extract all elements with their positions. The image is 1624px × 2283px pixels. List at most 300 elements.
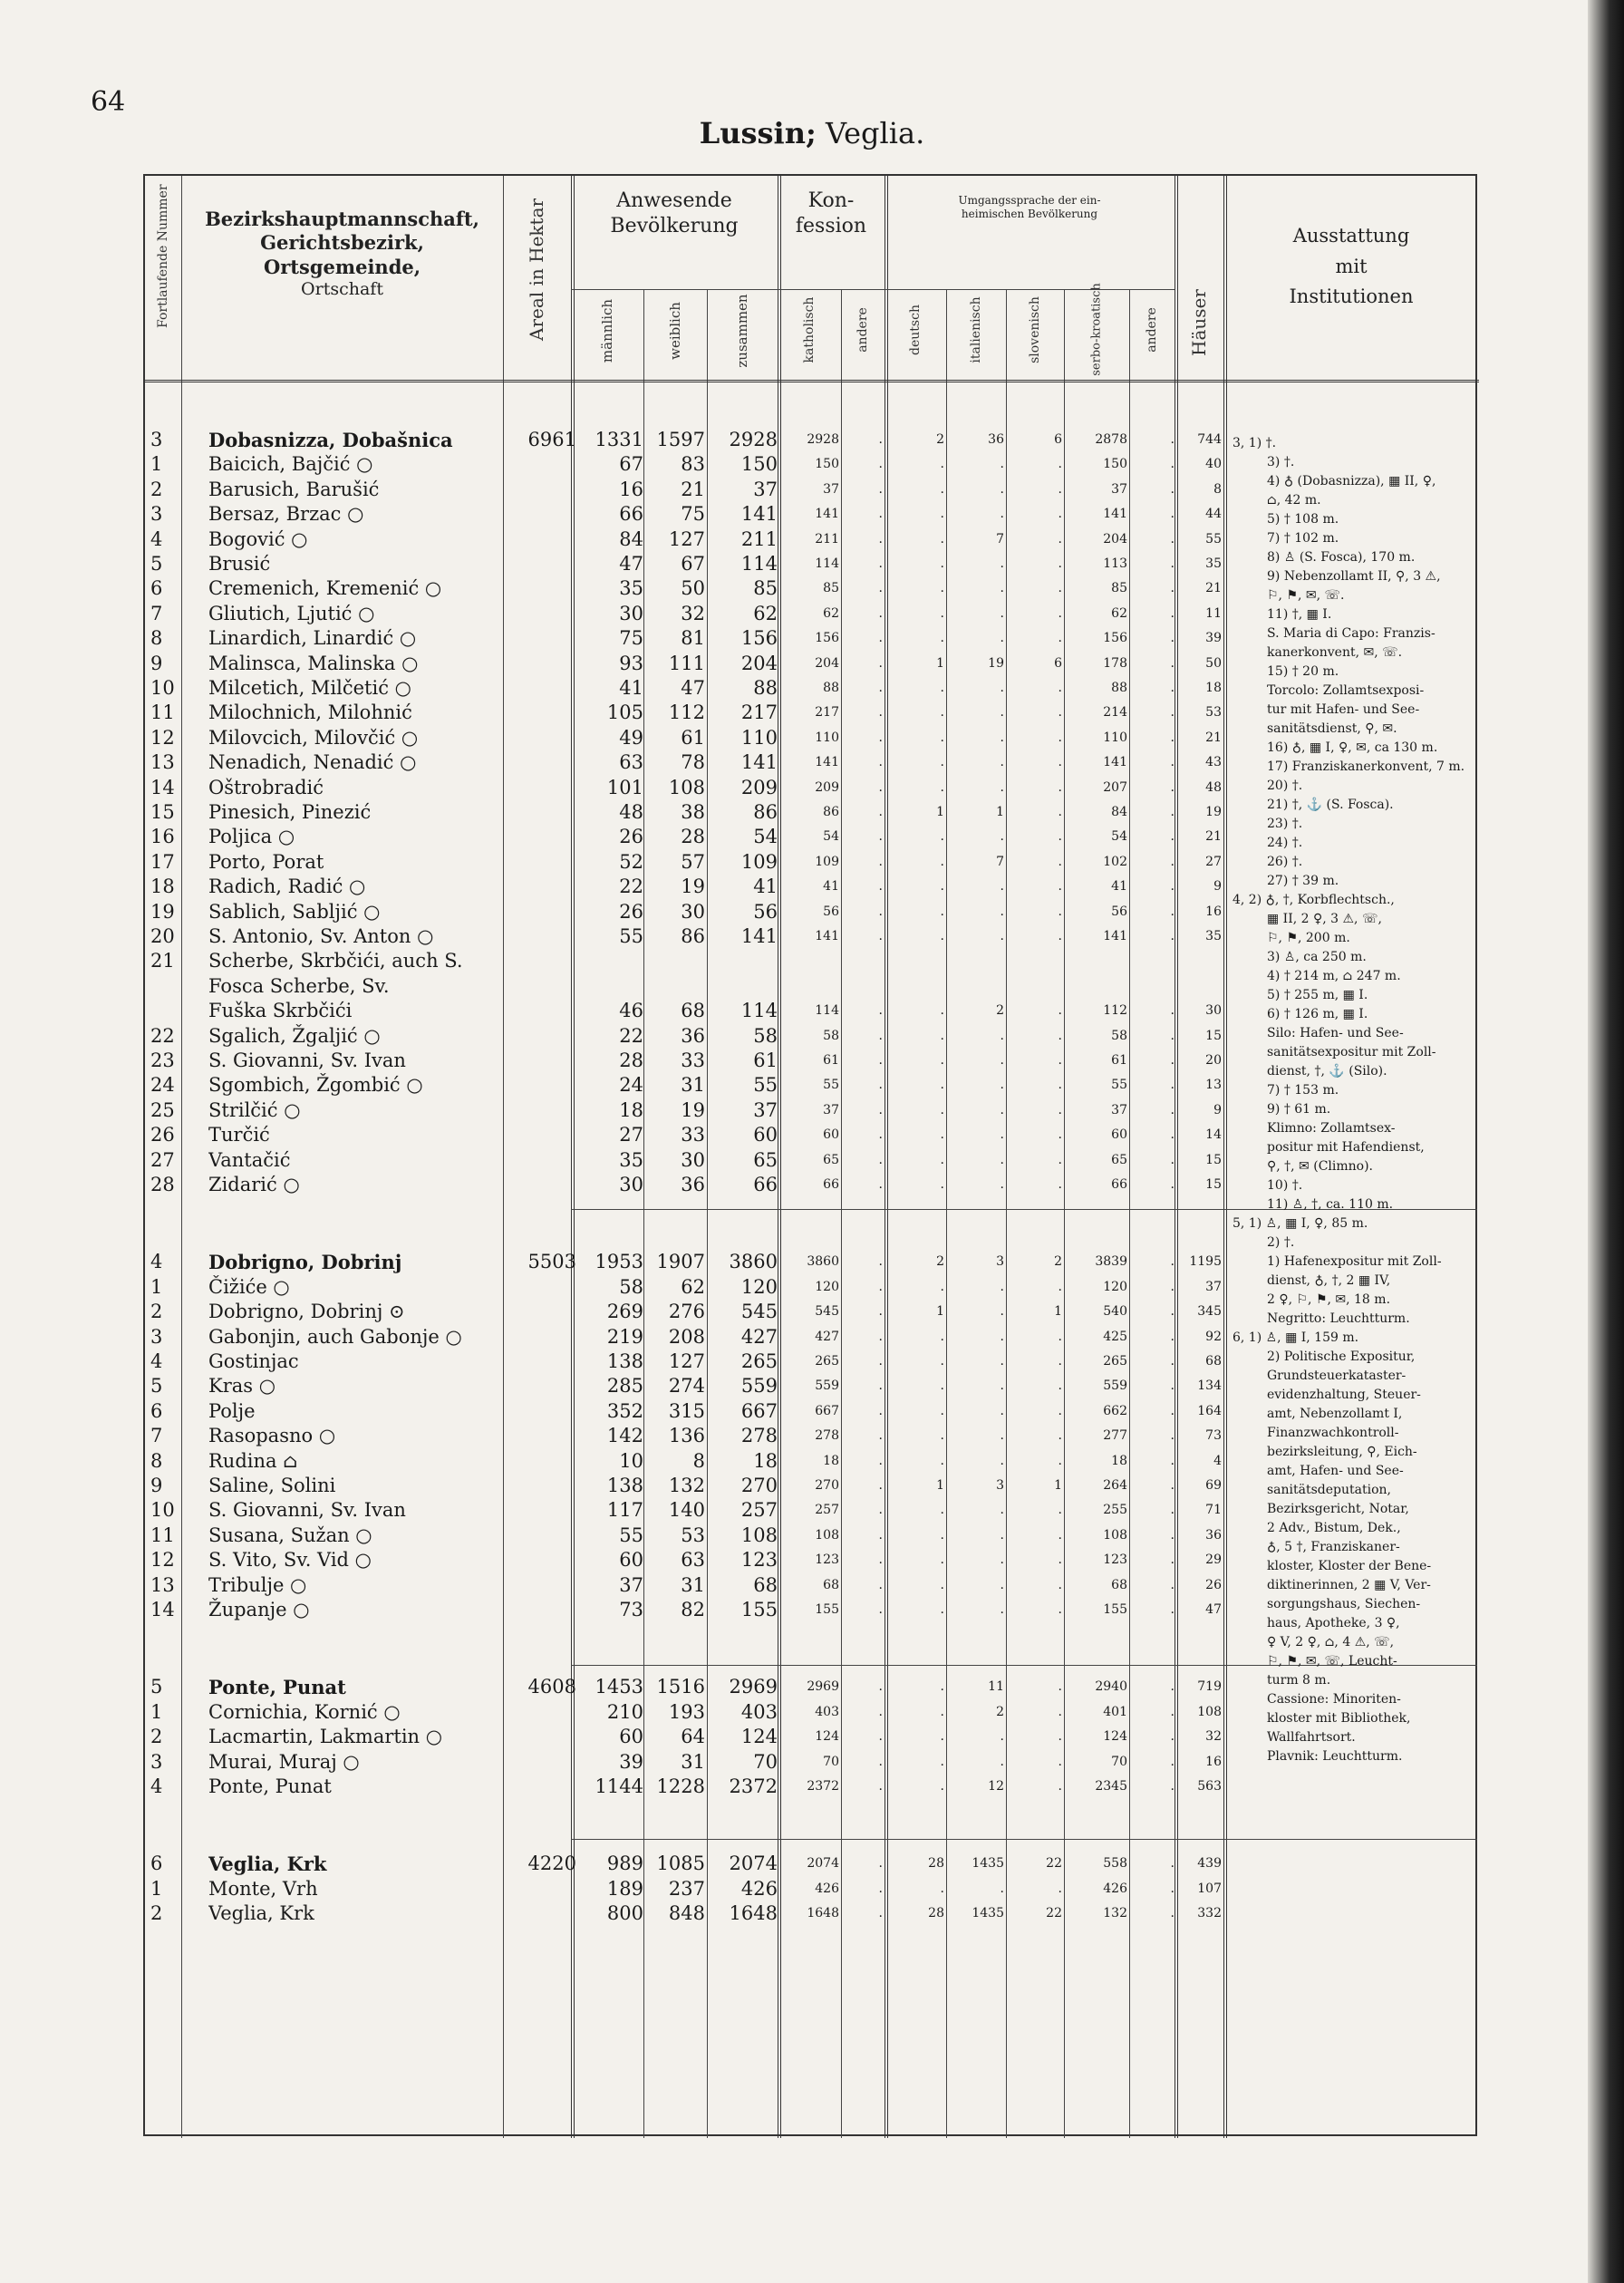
cell-cath: 70 <box>823 1754 839 1769</box>
cell-sl: . <box>1058 1078 1062 1093</box>
cell-oth2: . <box>1170 1577 1174 1592</box>
cell-cath: 2074 <box>807 1856 839 1872</box>
cell-cath: 2372 <box>807 1779 839 1794</box>
cell-cath: 278 <box>815 1428 839 1444</box>
cell-idx: 17 <box>150 850 175 873</box>
cell-female: 75 <box>681 503 705 526</box>
cell-sl: . <box>1058 730 1062 745</box>
cell-cath: 211 <box>815 531 839 547</box>
cell-houses: 11 <box>1205 605 1222 621</box>
cell-sl: . <box>1058 1453 1062 1468</box>
cell-sk: 123 <box>1103 1553 1127 1568</box>
cell-idx: 10 <box>150 677 175 699</box>
cell-male: 989 <box>606 1853 643 1875</box>
note-line: 1) Hafenexpositur mit Zoll- <box>1267 1254 1442 1269</box>
cell-it: . <box>1000 755 1004 770</box>
cell-sk: 120 <box>1103 1279 1127 1294</box>
header-population <box>571 189 778 238</box>
cell-female: 50 <box>681 577 705 600</box>
cell-total: 109 <box>740 850 778 873</box>
group-row <box>145 1852 1479 1876</box>
note-line: Negritto: Leuchtturm. <box>1267 1311 1410 1326</box>
cell-cath: 65 <box>823 1152 839 1167</box>
cell-sl: 6 <box>1054 432 1062 447</box>
cell-it: . <box>1000 1379 1004 1394</box>
cell-female: 47 <box>681 677 705 699</box>
cell-sk: 3839 <box>1095 1254 1127 1270</box>
cell-female: 140 <box>668 1499 705 1522</box>
cell-de: . <box>940 1527 944 1543</box>
note-line: Bezirksgericht, Notar, <box>1267 1502 1409 1516</box>
cell-sk: 124 <box>1103 1729 1127 1745</box>
cell-sl: . <box>1058 929 1062 943</box>
cell-male: 117 <box>606 1499 643 1522</box>
cell-idx: 6 <box>150 1399 163 1422</box>
cell-other: . <box>878 1527 883 1543</box>
cell-other: . <box>878 1279 883 1294</box>
cell-houses: 9 <box>1213 879 1222 895</box>
cell-oth2: . <box>1170 531 1174 547</box>
cell-sk: 58 <box>1111 1028 1127 1043</box>
header-male: männlich <box>599 298 615 363</box>
cell-de: . <box>940 1078 944 1093</box>
cell-female: 68 <box>681 1000 705 1022</box>
note-line: 17) Franziskanerkonvent, 7 m. <box>1267 759 1465 774</box>
cell-female: 127 <box>668 527 705 550</box>
cell-de: . <box>940 929 944 943</box>
cell-oth2: . <box>1170 904 1174 919</box>
cell-name: Radich, Radić ○ <box>208 875 366 898</box>
cell-sl: 1 <box>1054 1478 1062 1493</box>
cell-houses: 48 <box>1205 779 1222 795</box>
cell-name: S. Giovanni, Sv. Ivan <box>208 1499 406 1522</box>
note-line: 9) † 61 m. <box>1267 1102 1331 1117</box>
cell-sk: 204 <box>1103 531 1127 547</box>
cell-it: . <box>1000 556 1004 571</box>
cell-male: 49 <box>619 726 643 749</box>
cell-houses: 30 <box>1205 1003 1222 1019</box>
cell-other: . <box>878 1403 883 1418</box>
cell-sk: 207 <box>1103 779 1127 795</box>
cell-de: . <box>940 1003 944 1019</box>
cell-oth2: . <box>1170 1152 1174 1167</box>
cell-de: . <box>940 1177 944 1192</box>
cell-total: 427 <box>740 1325 778 1348</box>
cell-de: . <box>940 531 944 547</box>
cell-cath: 545 <box>815 1304 839 1320</box>
cell-female: 193 <box>668 1700 705 1723</box>
cell-sl: . <box>1058 1754 1062 1769</box>
cell-female: 21 <box>681 478 705 500</box>
cell-oth2: . <box>1170 1329 1174 1344</box>
cell-other: . <box>878 805 883 819</box>
cell-female: 1907 <box>656 1251 705 1273</box>
cell-idx: 8 <box>150 627 163 650</box>
cell-houses: 36 <box>1205 1527 1222 1543</box>
cell-de: . <box>940 1152 944 1167</box>
cell-other: . <box>878 1729 883 1745</box>
cell-female: 36 <box>681 1024 705 1047</box>
cell-idx: 2 <box>150 478 163 500</box>
cell-it: . <box>1000 1304 1004 1320</box>
cell-sk: 112 <box>1103 1003 1127 1019</box>
cell-de: . <box>940 854 944 869</box>
note-line: sanitätsdeputation, <box>1267 1483 1392 1497</box>
cell-name: Gabonjin, auch Gabonje ○ <box>208 1325 462 1348</box>
cell-sl: . <box>1058 1779 1062 1794</box>
cell-de: 2 <box>936 432 944 447</box>
cell-it: . <box>1000 929 1004 943</box>
header-confession-1: Kon- <box>807 189 855 212</box>
cell-idx: 6 <box>150 1853 163 1875</box>
cell-it: . <box>1000 1602 1004 1617</box>
cell-total: 108 <box>740 1524 778 1546</box>
cell-other: . <box>878 1478 883 1493</box>
note-line: 26) †. <box>1267 855 1303 869</box>
cell-total: 114 <box>740 1000 778 1022</box>
cell-oth2: . <box>1170 1503 1174 1518</box>
cell-de: . <box>940 1379 944 1394</box>
cell-sk: 85 <box>1111 581 1127 596</box>
cell-other: . <box>878 531 883 547</box>
note-line: amt, Nebenzollamt I, <box>1267 1407 1403 1421</box>
cell-idx: 6 <box>150 577 163 600</box>
note-line: Torcolo: Zollamtsexposi- <box>1267 683 1425 698</box>
cell-houses: 43 <box>1205 755 1222 770</box>
cell-houses: 92 <box>1205 1329 1222 1344</box>
cell-de: . <box>940 829 944 845</box>
cell-male: 75 <box>619 627 643 650</box>
cell-total: 150 <box>740 453 778 476</box>
header-district-4: Ortschaft <box>301 278 383 299</box>
note-line: 27) † 39 m. <box>1267 874 1339 888</box>
cell-sk: 102 <box>1103 854 1127 869</box>
cell-de: 1 <box>936 805 944 819</box>
cell-it: 2 <box>996 1704 1004 1719</box>
cell-houses: 40 <box>1205 457 1222 472</box>
cell-sk: 108 <box>1103 1527 1127 1543</box>
cell-it: . <box>1000 1729 1004 1745</box>
cell-houses: 18 <box>1205 681 1222 695</box>
cell-other: . <box>878 1779 883 1794</box>
cell-sl: . <box>1058 1354 1062 1369</box>
cell-total: 217 <box>740 701 778 724</box>
running-title <box>0 116 1624 150</box>
cell-other: . <box>878 1679 883 1695</box>
cell-de: . <box>940 1329 944 1344</box>
cell-houses: 4 <box>1213 1453 1222 1468</box>
cell-oth2: . <box>1170 1028 1174 1043</box>
page-number: 64 <box>91 86 126 118</box>
note-line: 3) †. <box>1267 455 1295 469</box>
cell-sl: . <box>1058 581 1062 596</box>
header-houses: Häuser <box>1188 289 1210 356</box>
cell-idx: 1 <box>150 453 163 476</box>
note-line: ⚲, †, ✉ (Climno). <box>1267 1159 1373 1174</box>
cell-total: 54 <box>753 826 778 848</box>
cell-other: . <box>878 1754 883 1769</box>
cell-other: . <box>878 1704 883 1719</box>
cell-idx: 2 <box>150 1726 163 1748</box>
cell-houses: 164 <box>1197 1403 1222 1418</box>
cell-houses: 719 <box>1197 1679 1222 1695</box>
cell-idx: 14 <box>150 1599 175 1620</box>
cell-houses: 32 <box>1205 1729 1222 1745</box>
cell-name: S. Antonio, Sv. Anton ○ <box>208 925 434 947</box>
cell-area: 4220 <box>527 1853 576 1875</box>
cell-sk: 68 <box>1111 1577 1127 1592</box>
cell-sk: 37 <box>1111 481 1127 497</box>
cell-de: 2 <box>936 1254 944 1270</box>
note-line: evidenzhaltung, Steuer- <box>1267 1388 1421 1402</box>
cell-de: . <box>940 1102 944 1117</box>
cell-name: Lacmartin, Lakmartin ○ <box>208 1726 443 1748</box>
cell-it: . <box>1000 1329 1004 1344</box>
cell-total: 1648 <box>729 1902 778 1925</box>
cell-other: . <box>878 779 883 795</box>
cell-female: 1085 <box>656 1853 705 1875</box>
cell-idx: 3 <box>150 1750 163 1773</box>
cell-cath: 217 <box>815 705 839 721</box>
cell-male: 269 <box>606 1301 643 1323</box>
cell-other: . <box>878 631 883 646</box>
cell-total: 37 <box>753 478 778 500</box>
cell-total: 426 <box>740 1877 778 1900</box>
cell-it: 19 <box>988 655 1004 671</box>
cell-name: Veglia, Krk <box>208 1902 314 1925</box>
note-line: kanerkonvent, ✉, ☏. <box>1267 645 1403 660</box>
cell-sl: . <box>1058 1704 1062 1719</box>
cell-male: 41 <box>619 677 643 699</box>
cell-houses: 16 <box>1205 904 1222 919</box>
cell-other: . <box>878 1577 883 1592</box>
cell-male: 67 <box>619 453 643 476</box>
cell-idx: 5 <box>150 1676 163 1698</box>
cell-male: 1144 <box>594 1775 643 1797</box>
header-confession-other: andere <box>856 307 870 353</box>
cell-oth2: . <box>1170 755 1174 770</box>
cell-cath: 61 <box>823 1053 839 1068</box>
cell-sk: 426 <box>1103 1881 1127 1896</box>
cell-total: 2372 <box>729 1775 778 1797</box>
cell-cath: 108 <box>815 1527 839 1543</box>
page-edge-shadow <box>1588 0 1624 2283</box>
cell-de: . <box>940 457 944 472</box>
cell-idx: 20 <box>150 925 175 947</box>
census-table <box>143 174 1477 2136</box>
cell-sk: 558 <box>1103 1856 1127 1872</box>
cell-it: . <box>1000 1553 1004 1568</box>
cell-idx: 4 <box>150 1251 163 1273</box>
cell-oth2: . <box>1170 655 1174 671</box>
cell-male: 63 <box>619 751 643 774</box>
cell-sk: 54 <box>1111 829 1127 845</box>
cell-cath: 667 <box>815 1403 839 1418</box>
note-line: 4) † 214 m, ⌂ 247 m. <box>1267 969 1401 983</box>
cell-female: 315 <box>668 1399 705 1422</box>
note-line: 2) †. <box>1267 1235 1295 1250</box>
cell-it: . <box>1000 581 1004 596</box>
cell-oth2: . <box>1170 581 1174 596</box>
cell-total: 18 <box>753 1449 778 1472</box>
cell-total: 141 <box>740 503 778 526</box>
cell-female: 61 <box>681 726 705 749</box>
table-row <box>145 1901 1479 1926</box>
cell-male: 1453 <box>594 1676 643 1698</box>
cell-sk: 141 <box>1103 929 1127 943</box>
cell-oth2: . <box>1170 1602 1174 1617</box>
cell-sl: . <box>1058 1102 1062 1117</box>
note-line: dienst, ♁, †, 2 ▦ IV, <box>1267 1273 1391 1288</box>
cell-houses: 13 <box>1205 1078 1222 1093</box>
cell-name: Murai, Muraj ○ <box>208 1750 360 1773</box>
cell-oth2: . <box>1170 1127 1174 1143</box>
cell-sl: . <box>1058 1053 1062 1068</box>
header-language-2: heimischen Bevölkerung <box>961 208 1098 220</box>
cell-name: Čižiće ○ <box>208 1275 290 1298</box>
cell-sl: . <box>1058 457 1062 472</box>
cell-name: Dobrigno, Dobrinj <box>208 1251 402 1274</box>
cell-oth2: . <box>1170 779 1174 795</box>
cell-houses: 744 <box>1197 432 1222 447</box>
cell-total: 61 <box>753 1050 778 1071</box>
cell-sk: 132 <box>1103 1906 1127 1921</box>
cell-it: . <box>1000 481 1004 497</box>
cell-male: 26 <box>619 826 643 848</box>
cell-houses: 73 <box>1205 1428 1222 1444</box>
cell-other: . <box>878 507 883 522</box>
note-line: 20) †. <box>1267 779 1303 793</box>
note-line: 23) †. <box>1267 817 1303 831</box>
cell-name: Saline, Solini <box>208 1475 336 1496</box>
header-italian: italienisch <box>969 296 983 363</box>
cell-other: . <box>878 1503 883 1518</box>
note-line: 4, 2) ♁, †, Korbflechtsch., <box>1232 893 1395 907</box>
cell-other: . <box>878 1553 883 1568</box>
cell-name: Tribulje ○ <box>208 1573 307 1596</box>
cell-sl: . <box>1058 1379 1062 1394</box>
cell-female: 36 <box>681 1174 705 1195</box>
cell-it: . <box>1000 457 1004 472</box>
cell-cath: 257 <box>815 1503 839 1518</box>
cell-other: . <box>878 879 883 895</box>
cell-female: 1228 <box>656 1775 705 1797</box>
cell-idx: 8 <box>150 1449 163 1472</box>
note-line: 16) ♁, ▦ I, ♀, ✉, ca 130 m. <box>1267 740 1438 755</box>
cell-cath: 141 <box>815 929 839 943</box>
cell-sk: 2345 <box>1095 1779 1127 1794</box>
cell-male: 27 <box>619 1124 643 1146</box>
cell-other: . <box>878 1906 883 1921</box>
note-line: ⚐, ⚑, 200 m. <box>1267 931 1350 945</box>
cell-female: 208 <box>668 1325 705 1348</box>
cell-idx: 3 <box>150 503 163 526</box>
cell-female: 64 <box>681 1726 705 1748</box>
cell-name: Bogović ○ <box>208 527 308 550</box>
cell-it: . <box>1000 1527 1004 1543</box>
cell-oth2: . <box>1170 481 1174 497</box>
cell-houses: 37 <box>1205 1279 1222 1294</box>
cell-male: 60 <box>619 1726 643 1748</box>
cell-other: . <box>878 681 883 695</box>
cell-de: . <box>940 605 944 621</box>
cell-it: . <box>1000 1403 1004 1418</box>
cell-female: 848 <box>668 1902 705 1925</box>
table-row <box>145 1877 1479 1901</box>
cell-de: . <box>940 1577 944 1592</box>
cell-other: . <box>878 1127 883 1143</box>
cell-cath: 54 <box>823 829 839 845</box>
cell-cath: 41 <box>823 879 839 895</box>
cell-houses: 69 <box>1205 1478 1222 1493</box>
running-title-bold: Lussin; <box>699 116 817 150</box>
cell-total: 37 <box>753 1098 778 1121</box>
cell-other: . <box>878 1078 883 1093</box>
cell-de: . <box>940 507 944 522</box>
header-area: Areal in Hektar <box>526 198 547 341</box>
cell-it: . <box>1000 1078 1004 1093</box>
cell-sk: 66 <box>1111 1177 1127 1192</box>
cell-cath: 3860 <box>807 1254 839 1270</box>
cell-idx: 11 <box>150 1524 175 1546</box>
cell-name: Malinsca, Malinska ○ <box>208 652 419 674</box>
cell-female: 32 <box>681 602 705 624</box>
cell-other: . <box>878 1856 883 1872</box>
cell-oth2: . <box>1170 705 1174 721</box>
cell-sk: 141 <box>1103 507 1127 522</box>
cell-de: . <box>940 681 944 695</box>
cell-oth2: . <box>1170 879 1174 895</box>
cell-sl: . <box>1058 1028 1062 1043</box>
cell-sl: . <box>1058 879 1062 895</box>
cell-it: . <box>1000 631 1004 646</box>
cell-it: . <box>1000 605 1004 621</box>
cell-other: . <box>878 1329 883 1344</box>
cell-oth2: . <box>1170 1906 1174 1921</box>
note-line: Wallfahrtsort. <box>1267 1730 1356 1745</box>
cell-de: . <box>940 631 944 646</box>
cell-sk: 56 <box>1111 904 1127 919</box>
cell-oth2: . <box>1170 631 1174 646</box>
cell-sl: 22 <box>1046 1906 1062 1921</box>
cell-sl: . <box>1058 556 1062 571</box>
note-line: diktinerinnen, 2 ▦ V, Ver- <box>1267 1578 1431 1592</box>
cell-idx: 9 <box>150 652 163 674</box>
cell-it: 1435 <box>972 1856 1004 1872</box>
note-line: ♁, 5 †, Franziskaner- <box>1267 1540 1400 1554</box>
cell-male: 58 <box>619 1275 643 1298</box>
cell-name: Vantačić <box>208 1148 291 1171</box>
cell-total: 204 <box>740 652 778 674</box>
note-line: S. Maria di Capo: Franzis- <box>1267 626 1436 641</box>
cell-male: 18 <box>619 1098 643 1121</box>
cell-idx: 1 <box>150 1700 163 1723</box>
header-female: weiblich <box>667 302 683 360</box>
cell-cath: 209 <box>815 779 839 795</box>
cell-name: Fosca Scherbe, Sv. <box>208 974 390 997</box>
cell-sl: . <box>1058 1527 1062 1543</box>
cell-name: Ponte, Punat <box>208 1676 346 1699</box>
cell-name: S. Giovanni, Sv. Ivan <box>208 1050 406 1071</box>
cell-sk: 55 <box>1111 1078 1127 1093</box>
cell-cath: 150 <box>815 457 839 472</box>
cell-sl: 1 <box>1054 1304 1062 1320</box>
cell-cath: 60 <box>823 1127 839 1143</box>
cell-area: 5503 <box>527 1251 576 1273</box>
cell-name: Pinesich, Pinezić <box>208 801 372 823</box>
cell-sl: 6 <box>1054 655 1062 671</box>
cell-it: 1435 <box>972 1906 1004 1921</box>
